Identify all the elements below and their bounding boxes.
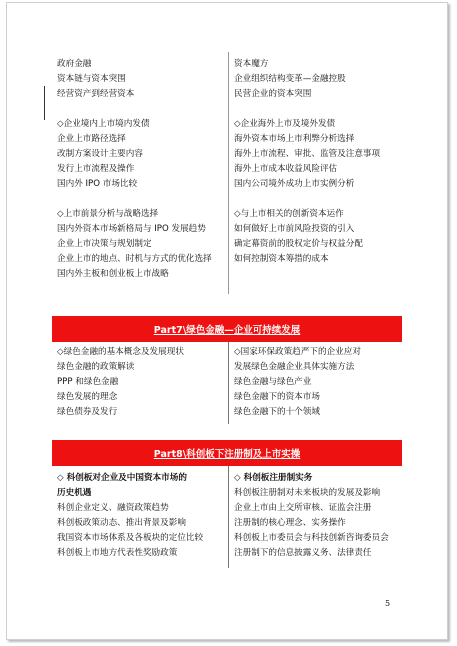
column-divider-part8 <box>228 466 229 568</box>
text-line: ◇企业境内上市境内发债 <box>57 119 150 129</box>
text-line: 绿色金融下的十个领域 <box>234 407 320 417</box>
page-number: 5 <box>385 599 391 608</box>
text-line: 企业上市的地点、时机与方式的优化选择 <box>57 254 212 264</box>
text-line: PPP 和绿色金融 <box>57 377 119 387</box>
text-line: 国内外主板和创业板上市战略 <box>57 269 169 279</box>
text-line: 科创板注册制对未来板块的发展及影响 <box>234 488 381 498</box>
text-line: 绿色发展的理念 <box>57 392 118 402</box>
text-line: 绿色金融的政策解读 <box>57 362 135 372</box>
margin-mark <box>44 86 45 120</box>
text-line: 政府金融 <box>57 59 92 69</box>
text-line: 企业上市决策与规划制定 <box>57 239 152 249</box>
top-right-column <box>234 57 380 267</box>
text-line: 资本魔方 <box>234 59 269 69</box>
text-line: 发行上市流程及操作 <box>57 164 135 174</box>
text-line: ◇绿色金融的基本概念及发展现状 <box>57 347 184 357</box>
text-line: 绿色金融下的资本市场 <box>234 392 320 402</box>
text-line: 国内外资本市场新格局与 IPO 发展趋势 <box>57 224 206 234</box>
text-line: ◇企业海外上市及境外发债 <box>234 119 336 129</box>
text-line: 注册制的核心理念、实务操作 <box>234 518 346 528</box>
part7-title: Part7\绿色金融—企业可持续发展 <box>153 325 301 336</box>
text-line: 科创板上市地方代表性奖励政策 <box>57 548 178 558</box>
text-line: 民营企业的资本突围 <box>234 89 312 99</box>
column-divider-part7 <box>228 342 229 424</box>
text-line: 改制方案设计主要内容 <box>57 149 143 159</box>
text-line: 海外资本市场上市利弊分析选择 <box>234 134 355 144</box>
part7-left-column <box>57 345 184 420</box>
text-line: 历史机遇 <box>57 488 92 498</box>
text-line: 经营资产到经营资本 <box>57 89 135 99</box>
part7-right-column <box>234 345 361 420</box>
spacer <box>234 192 380 207</box>
text-line: ◇上市前景分析与战略选择 <box>57 209 159 219</box>
text-line: 海外上市成本收益风险评估 <box>234 164 338 174</box>
text-line: ◇ 科创板注册制实务 <box>234 473 313 483</box>
top-left-column <box>57 57 212 282</box>
text-line: 绿色金融与绿色产业 <box>234 377 312 387</box>
part8-left-column <box>57 471 203 561</box>
text-line: ◇与上市相关的创新资本运作 <box>234 209 344 219</box>
text-line: 发展绿色金融企业具体实施方法 <box>234 362 355 372</box>
part8-right-column <box>234 471 389 561</box>
text-line: 科创板上市委员会与科技创新咨询委员会 <box>234 533 389 543</box>
text-line: ◇国家环保政策趋严下的企业应对 <box>234 347 361 357</box>
column-divider-top <box>228 52 229 294</box>
text-line: 确定幕资前的股权定价与权益分配 <box>234 239 363 249</box>
text-line: 科创企业定义、融资政策趋势 <box>57 503 169 513</box>
text-line: 企业上市路径选择 <box>57 134 126 144</box>
text-line: 绿色债券及发行 <box>57 407 118 417</box>
text-line: ◇ 科创板对企业及中国资本市场的 <box>57 473 187 483</box>
spacer <box>234 102 380 117</box>
text-line: 国内外 IPO 市场比较 <box>57 179 138 189</box>
text-line: 国内公司境外成功上市实例分析 <box>234 179 355 189</box>
spacer <box>57 192 212 207</box>
part8-banner <box>52 440 402 466</box>
text-line: 海外上市流程、审批、监管及注意事项 <box>234 149 381 159</box>
text-line: 科创板政策动态、推出背景及影响 <box>57 518 186 528</box>
text-line: 如何控制资本筹措的成本 <box>234 254 329 264</box>
part8-title: Part8\科创板下注册制及上市实操 <box>153 449 301 460</box>
spacer <box>57 102 212 117</box>
text-line: 如何做好上市前风险投资的引入 <box>234 224 355 234</box>
text-line: 企业组织结构变革—金融控股 <box>234 74 346 84</box>
part7-banner <box>52 316 402 342</box>
text-line: 我国资本市场体系及各板块的定位比较 <box>57 533 204 543</box>
text-line: 注册制下的信息披露义务、法律责任 <box>234 548 372 558</box>
text-line: 企业上市由上交所审核、证监会注册 <box>234 503 372 513</box>
text-line: 资本链与资本突围 <box>57 74 126 84</box>
